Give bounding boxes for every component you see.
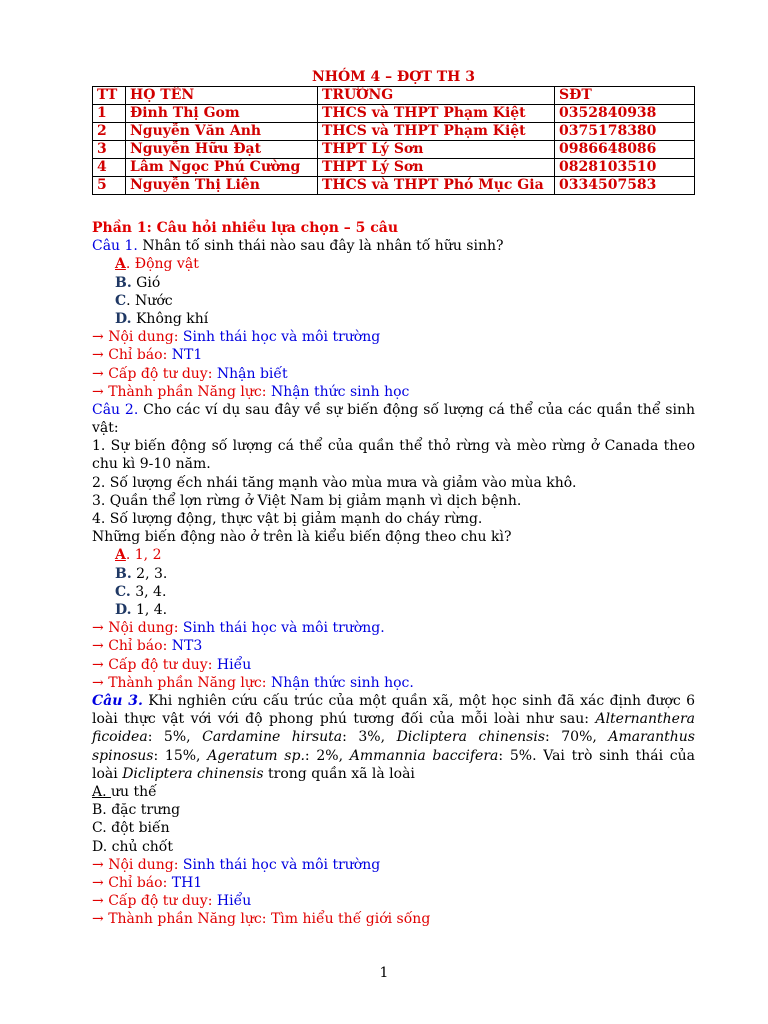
option-b	[92, 565, 695, 583]
meta-key: Nội dung:	[108, 620, 183, 637]
list-item: 4. Số lượng động, thực vật bị giảm mạnh do cháy rừng.	[92, 511, 483, 528]
page-number: 1	[379, 965, 389, 981]
question-prompt: Những biến động nào ở trên là kiểu biến động theo chu kì?	[92, 529, 512, 546]
meta-key: Chỉ báo:	[108, 638, 172, 655]
option-text: Gió	[131, 274, 161, 291]
row-phone: 0352840938	[555, 105, 695, 123]
option-c	[92, 292, 695, 310]
arrow-icon: →	[92, 874, 109, 891]
question-label: Câu 3.	[92, 692, 143, 709]
table-row	[93, 105, 695, 123]
table-row	[93, 177, 695, 195]
option-b: B. đặc trưng	[92, 802, 181, 819]
meta-value: Sinh thái học và môi trường.	[182, 620, 385, 637]
option-text: . Động vật	[125, 256, 199, 273]
species-name: Ammannia baccifera	[349, 747, 499, 764]
meta-key: Thành phần Năng lực:	[108, 383, 271, 400]
meta-key: Thành phần Năng lực:	[108, 911, 271, 928]
document-page	[92, 68, 695, 928]
arrow-icon: →	[92, 856, 109, 873]
option-letter: B.	[115, 565, 132, 582]
meta-level	[92, 656, 695, 674]
option-text: . 1, 2	[125, 547, 162, 564]
meta-value: Nhận thức sinh học.	[270, 674, 414, 691]
question-3	[92, 692, 695, 783]
row-school: THCS và THPT Phạm Kiệt	[318, 123, 555, 141]
meta-key: Cấp độ tư duy:	[108, 656, 217, 673]
meta-value: Sinh thái học và môi trường	[182, 329, 381, 346]
meta-key: Chỉ báo:	[108, 874, 172, 891]
question-text-segment: : 5%,	[147, 729, 203, 746]
species-name: Cardamine hirsuta	[202, 729, 343, 746]
option-letter: A.	[92, 783, 112, 800]
option-text: 1, 4.	[131, 602, 168, 618]
row-name: Lâm Ngọc Phú Cường	[126, 159, 318, 177]
option-letter: D.	[115, 310, 132, 327]
meta-competency	[92, 383, 695, 401]
table-row	[93, 141, 695, 159]
row-school: THCS và THPT Phó Mục Gia	[318, 177, 555, 195]
option-letter: C.	[115, 583, 131, 600]
row-school: THPT Lý Sơn	[318, 159, 555, 177]
row-school: THCS và THPT Phạm Kiệt	[318, 105, 555, 123]
meta-key: Cấp độ tư duy:	[108, 365, 217, 382]
row-phone: 0986648086	[555, 141, 695, 159]
option-text: 2, 3.	[131, 565, 168, 582]
arrow-icon: →	[92, 656, 109, 673]
species-name: Dicliptera chinensis	[122, 765, 264, 782]
header-name: HỌ TÊN	[126, 87, 318, 105]
option-c	[92, 583, 695, 601]
table-row	[93, 159, 695, 177]
row-number: 2	[93, 123, 126, 141]
document-body	[92, 219, 695, 928]
option-letter: A	[115, 547, 126, 564]
arrow-icon: →	[92, 365, 109, 382]
row-name: Nguyễn Hữu Đạt	[126, 141, 318, 159]
question-text: Cho các ví dụ sau đây về sự biến động số lượng cá thể của các quần thể sinh vật:	[92, 401, 695, 437]
option-text: ưu thế	[111, 783, 157, 800]
option-d: D. chủ chốt	[92, 838, 173, 855]
question-text-segment: : 70%,	[545, 729, 609, 746]
question-1	[92, 237, 695, 255]
row-number: 5	[93, 177, 126, 195]
option-letter: B.	[115, 274, 132, 291]
meta-value: TH1	[171, 874, 203, 891]
arrow-icon: →	[92, 911, 109, 928]
option-a	[92, 255, 695, 273]
group-title: NHÓM 4 – ĐỢT TH 3	[311, 69, 476, 85]
meta-content	[92, 328, 695, 346]
meta-level	[92, 365, 695, 383]
row-school: THPT Lý Sơn	[318, 141, 555, 159]
meta-indicator	[92, 874, 695, 892]
meta-content	[92, 619, 695, 637]
arrow-icon: →	[92, 893, 109, 910]
meta-value: Hiểu	[216, 893, 252, 910]
list-item: 3. Quần thể lợn rừng ở Việt Nam bị giảm mạnh vì dịch bệnh.	[92, 492, 522, 509]
section-heading: Phần 1: Câu hỏi nhiều lựa chọn – 5 câu	[92, 220, 399, 236]
option-d	[92, 310, 695, 328]
meta-competency	[92, 674, 695, 692]
row-name: Nguyễn Thị Liên	[126, 177, 318, 195]
arrow-icon: →	[92, 620, 109, 637]
row-phone: 0334507583	[555, 177, 695, 195]
question-label: Câu 2.	[92, 401, 139, 418]
option-text: Không khí	[131, 310, 209, 327]
question-text-segment: Khi nghiên cứu cấu trúc của một quần xã, một học sinh đã xác định được 6 loài thực vật với với độ phong phú tương đối của mỗi loài như sau:	[92, 692, 696, 728]
meta-value: Nhận biết	[216, 365, 288, 382]
arrow-icon: →	[92, 329, 109, 346]
question-text: Nhân tố sinh thái nào sau đây là nhân tố hữu sinh?	[137, 238, 504, 255]
option-a	[92, 546, 695, 564]
question-text-segment: : 15%,	[153, 747, 208, 764]
row-name: Nguyễn Văn Anh	[126, 123, 318, 141]
meta-indicator	[92, 346, 695, 364]
option-letter: A	[115, 256, 126, 273]
question-label: Câu 1.	[92, 238, 138, 255]
meta-value: Nhận thức sinh học	[270, 383, 410, 400]
species-name: Dicliptera chinensis	[396, 729, 546, 746]
species-name: Ageratum sp.	[207, 747, 305, 764]
list-item: 2. Số lượng ếch nhái tăng mạnh vào mùa mưa và giảm vào mùa khô.	[92, 474, 577, 491]
meta-key: Thành phần Năng lực:	[108, 674, 271, 691]
row-name: Đinh Thị Gom	[126, 105, 318, 123]
arrow-icon: →	[92, 383, 109, 400]
option-text: 3, 4.	[130, 583, 167, 600]
row-number: 3	[93, 141, 126, 159]
row-number: 1	[93, 105, 126, 123]
meta-value: Hiểu	[216, 656, 252, 673]
option-a	[92, 783, 695, 801]
question-text-segment: : 3%,	[342, 729, 397, 746]
row-phone: 0828103510	[555, 159, 695, 177]
table-row	[93, 123, 695, 141]
option-d	[92, 601, 695, 619]
header-phone: SĐT	[555, 87, 695, 105]
arrow-icon: →	[92, 347, 109, 364]
row-phone: 0375178380	[555, 123, 695, 141]
option-c: C. đột biến	[92, 820, 170, 837]
option-letter: D.	[115, 602, 132, 618]
meta-value: Tìm hiểu thế giới sống	[270, 911, 431, 928]
question-text-segment: : 2%,	[304, 747, 350, 764]
species-name: Amaranthus spinosus	[92, 729, 695, 764]
meta-value: NT1	[171, 347, 203, 364]
arrow-icon: →	[92, 638, 109, 655]
header-tt: TT	[93, 87, 126, 105]
list-item: 1. Sự biến động số lượng cá thể của quần thể thỏ rừng và mèo rừng ở Canada theo chu kì 9-10 năm.	[92, 438, 695, 473]
member-table	[92, 86, 695, 195]
species-name: Alternanthera ficoidea	[92, 711, 695, 746]
question-text-segment: : 5%. Vai trò sinh thái của loài	[92, 747, 696, 782]
arrow-icon: →	[92, 674, 109, 691]
option-text: . Nước	[126, 292, 173, 309]
meta-key: Nội dung:	[108, 329, 183, 346]
header-school: TRƯỜNG	[318, 87, 555, 105]
question-2	[92, 401, 695, 437]
option-letter: C	[115, 292, 127, 309]
table-header-row	[93, 87, 695, 105]
meta-indicator	[92, 637, 695, 655]
question-text-segment: trong quần xã là loài	[263, 765, 415, 782]
meta-content	[92, 856, 695, 874]
meta-value: NT3	[171, 638, 203, 655]
meta-key: Nội dung:	[108, 856, 183, 873]
meta-key: Chỉ báo:	[108, 347, 172, 364]
meta-key: Cấp độ tư duy:	[108, 893, 217, 910]
meta-competency	[92, 910, 695, 928]
meta-value: Sinh thái học và môi trường	[182, 856, 381, 873]
row-number: 4	[93, 159, 126, 177]
meta-level	[92, 892, 695, 910]
option-b	[92, 274, 695, 292]
